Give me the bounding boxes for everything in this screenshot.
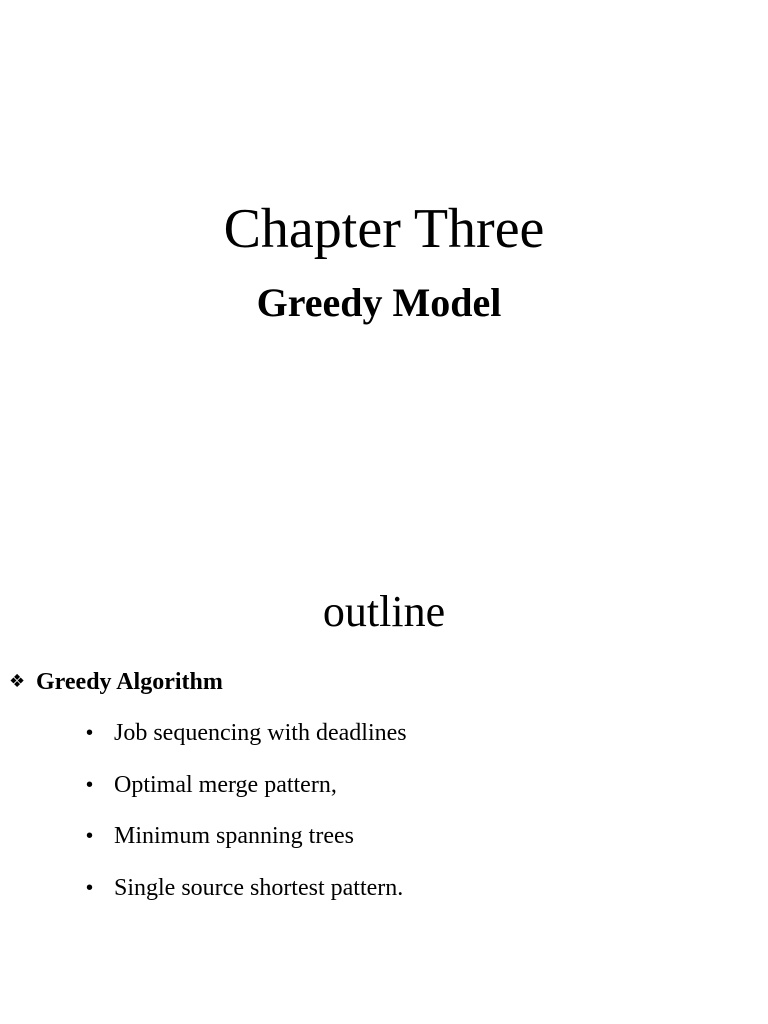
section-header [9,666,749,698]
list-item-label: Optimal merge pattern, [114,771,337,798]
list-item [86,871,726,905]
list-item [86,716,726,750]
outline-heading: outline [322,587,446,636]
list-item-label: Single source shortest pattern. [114,874,404,901]
outline-list [86,716,726,922]
bullet-icon: • [86,876,94,899]
bullet-icon: • [86,773,94,796]
list-item-label: Job sequencing with deadlines [114,720,407,746]
bullet-icon: • [86,825,94,847]
list-item [86,819,726,853]
section-title: Greedy Algorithm [36,669,223,695]
bullet-icon: • [86,722,94,744]
chapter-subtitle: Greedy Model [256,280,502,325]
diamond-cluster-icon: ❖ [9,671,26,692]
outline-section-greedy [9,666,749,901]
list-item-label: Minimum spanning trees [114,823,354,849]
chapter-title: Chapter Three [223,198,545,260]
list-item [86,768,726,802]
